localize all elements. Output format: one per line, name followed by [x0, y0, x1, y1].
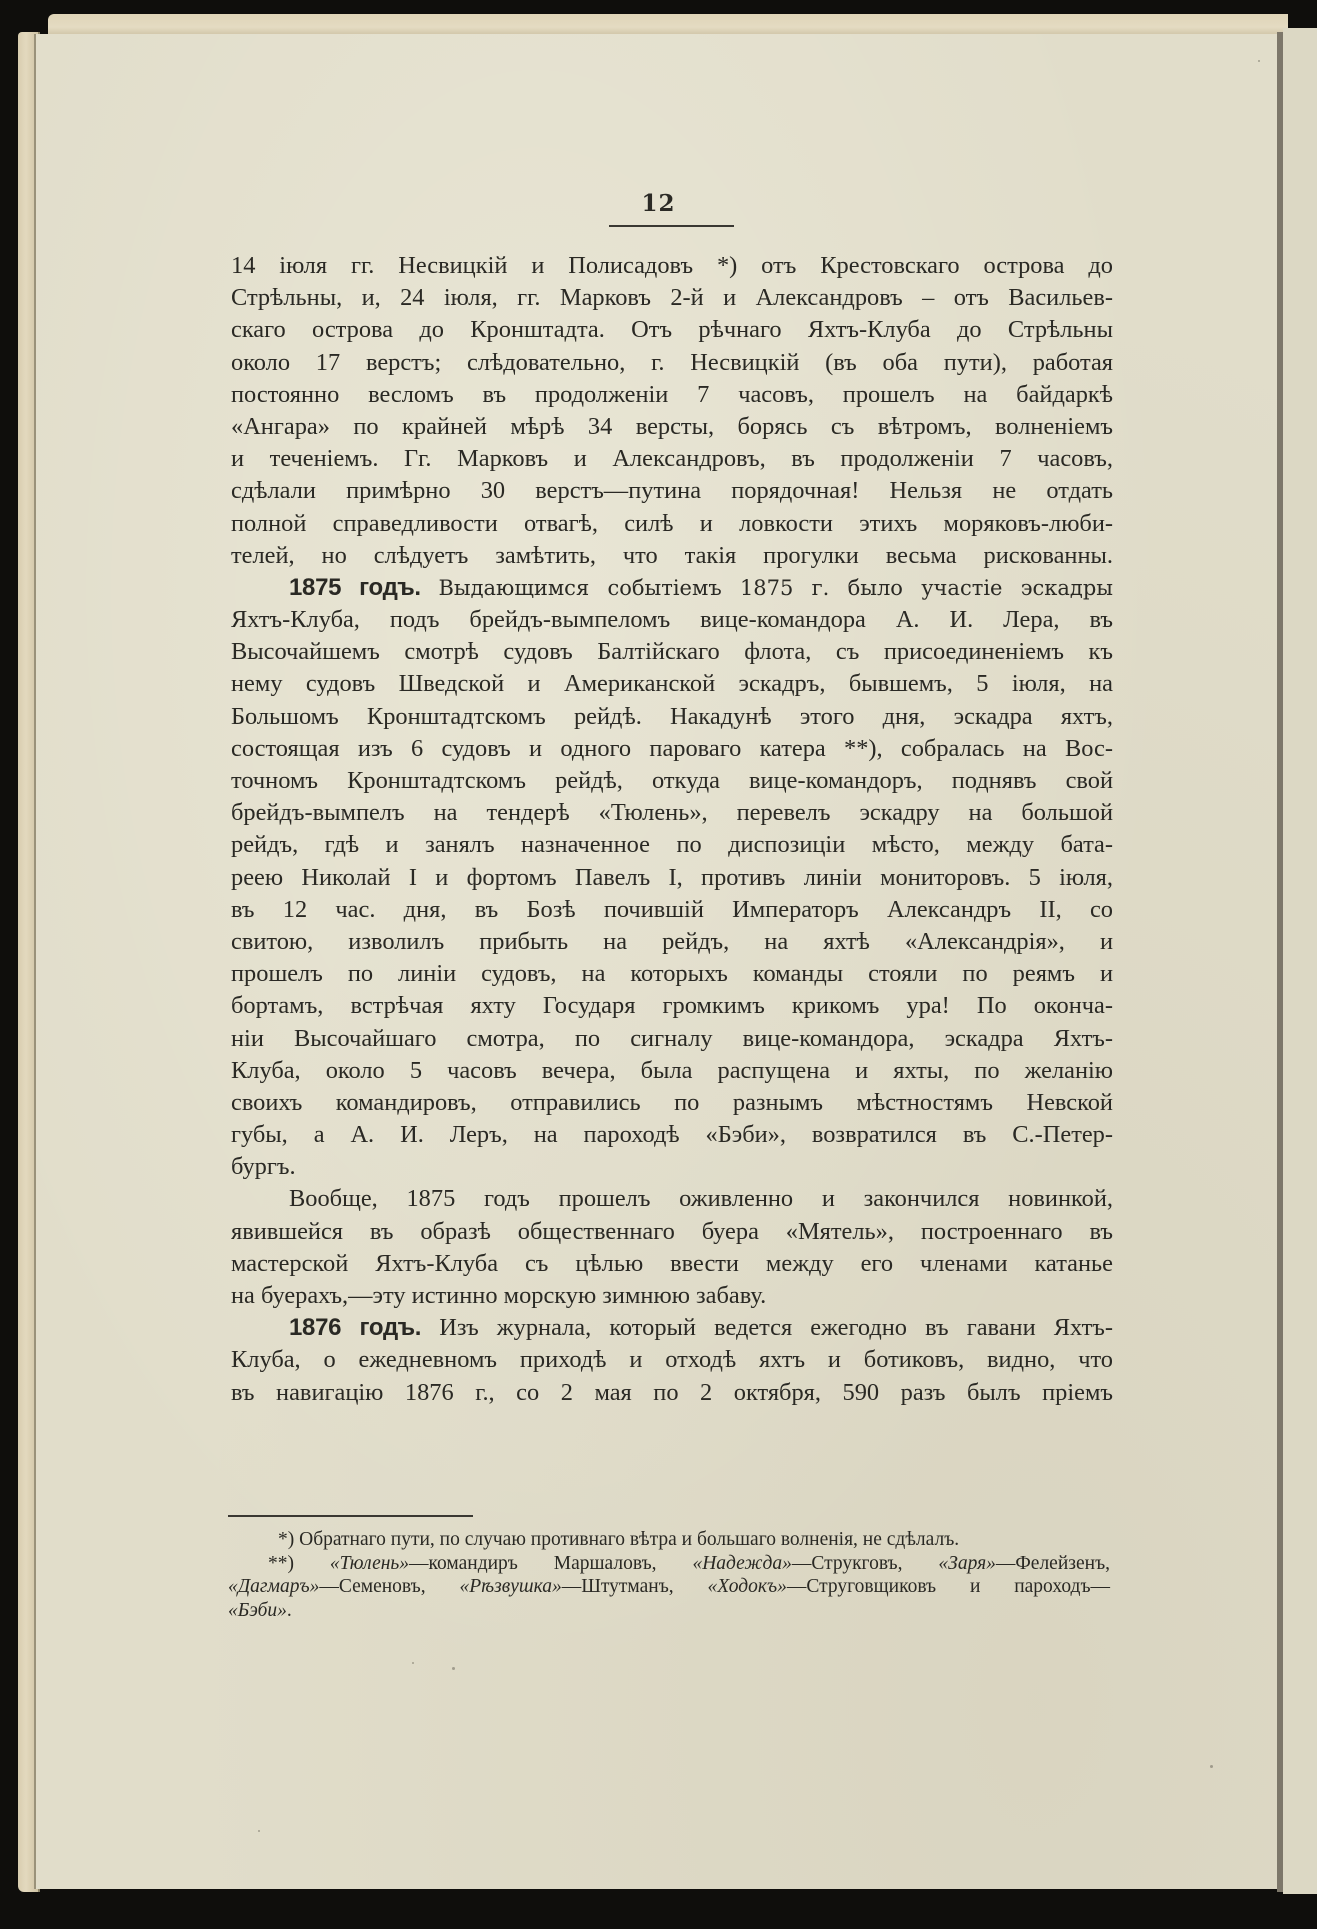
page-number: 12	[641, 190, 676, 217]
footnote-2-line-2	[228, 1575, 1110, 1599]
text-line: точномъ Кронштадтскомъ рейдѣ, откуда вице-командоръ, поднявъ свой	[231, 767, 1113, 794]
paper-speck	[412, 1662, 414, 1664]
text-line	[231, 572, 1113, 604]
text-line: брейдъ-вымпелъ на тендерѣ «Тюлень», перевелъ эскадру на большой	[231, 799, 1113, 827]
ship-name: «Заря»	[938, 1552, 996, 1574]
ship-name: «Ходокъ»	[707, 1576, 787, 1597]
paper-speck	[452, 1667, 455, 1670]
text-line: въ навигацію 1876 г., со 2 мая по 2 октября, 590 разъ былъ пріемъ	[231, 1378, 1113, 1406]
text-line: Вообще, 1875 годъ прошелъ оживленно и закончился новинкой,	[289, 1185, 1113, 1213]
text-line: около 17 верстъ; слѣдовательно, г. Несвицкій (въ оба пути), работая	[231, 348, 1113, 376]
text-line: и теченіемъ. Гг. Марковъ и Александровъ, въ продолженіи 7 часовъ,	[231, 445, 1113, 473]
text-line: рейдъ, гдѣ и занялъ назначенное по диспозиціи мѣсто, между бата-	[231, 831, 1113, 859]
text-line: Большомъ Кронштадтскомъ рейдѣ. Накадунѣ этого дня, эскадра яхтъ,	[231, 702, 1113, 730]
year-heading-1875: 1875 годъ.	[289, 573, 421, 601]
page-header	[0, 190, 1317, 217]
text-line: на буерахъ,—эту истинно морскую зимнюю забаву.	[231, 1282, 767, 1309]
text-line: полной справедливости отвагѣ, силѣ и ловкости этихъ моряковъ-люби-	[231, 509, 1113, 537]
text-line: прошелъ по линіи судовъ, на которыхъ команды стояли по реямъ и	[231, 960, 1113, 988]
text-line: бортамъ, встрѣчая яхту Государя громкимъ крикомъ ура! По оконча-	[231, 992, 1113, 1020]
text-run: Выдающимся событіемъ 1875 г. было участіе эскадры	[438, 575, 1113, 600]
text-line: мастерской Яхтъ-Клуба съ цѣлью ввести между его членами катанье	[231, 1249, 1113, 1277]
text-line: нему судовъ Шведской и Американской эскадръ, бывшемъ, 5 іюля, на	[231, 670, 1113, 698]
footnote-marker: **)	[268, 1552, 294, 1574]
text-line: въ 12 час. дня, въ Бозѣ почившій Императоръ Александръ II, со	[231, 895, 1113, 923]
footnotes	[228, 1528, 1110, 1622]
text-line: губы, а А. И. Леръ, на пароходѣ «Бэби», возвратился въ С.-Петер-	[231, 1121, 1113, 1149]
text-line: сдѣлали примѣрно 30 верстъ—путина порядочная! Нельзя не отдать	[231, 477, 1113, 505]
text-run: Изъ журнала, который ведется ежегодно въ гавани Яхтъ-	[439, 1314, 1113, 1342]
paper-speck	[258, 1830, 260, 1832]
text-line: постоянно весломъ въ продолженіи 7 часовъ, прошелъ на байдаркѣ	[231, 380, 1113, 408]
ship-commander: —Штутманъ,	[561, 1576, 674, 1597]
page-number-rule	[609, 225, 734, 227]
footnote-2-line-1	[228, 1552, 1110, 1576]
text-line: состоящая изъ 6 судовъ и одного пароваго катера **), собралась на Вос-	[231, 734, 1113, 762]
page-gutter	[1277, 32, 1283, 1892]
text-line: скаго острова до Кронштадта. Отъ рѣчнаго Яхтъ-Клуба до Стрѣльны	[231, 316, 1113, 344]
text-line: Клуба, о ежедневномъ приходѣ и отходѣ яхтъ и ботиковъ, видно, что	[231, 1346, 1113, 1374]
text-line: явившейся въ образѣ общественнаго буера «Мятель», построеннаго въ	[231, 1217, 1113, 1245]
footnote-1: *) Обратнаго пути, по случаю противнаго вѣтра и большаго волненія, не сдѣлалъ.	[278, 1529, 960, 1550]
text-line: Яхтъ-Клуба, подъ брейдъ-вымпеломъ вице-командора А. И. Лера, въ	[231, 606, 1113, 634]
text-line: ніи Высочайшаго смотра, по сигналу вице-командора, эскадра Яхтъ-	[231, 1024, 1113, 1052]
ship-commander: —Фелейзенъ,	[995, 1552, 1111, 1574]
main-text	[231, 250, 1113, 1409]
text-line: Высочайшемъ смотрѣ судовъ Балтійскаго флота, съ присоединеніемъ къ	[231, 638, 1113, 666]
paper-speck	[1258, 60, 1260, 62]
ship-commander: .	[286, 1599, 292, 1621]
text-line: бургъ.	[231, 1153, 296, 1181]
paragraph-1876	[231, 1312, 1113, 1409]
ship-commander: —Струговщиковъ и пароходъ—	[786, 1576, 1111, 1597]
paper-speck	[1210, 1765, 1213, 1768]
ship-commander: —Струкговъ,	[791, 1552, 903, 1574]
paragraph-1875	[231, 572, 1113, 1184]
ship-name: «Бэби»	[228, 1599, 287, 1621]
year-heading-1876: 1876 годъ.	[289, 1314, 422, 1342]
text-line: свитою, изволилъ прибыть на рейдъ, на яхтѣ «Александрія», и	[231, 927, 1113, 955]
ship-name: «Надежда»	[692, 1552, 792, 1574]
text-line: телей, но слѣдуетъ замѣтить, что такія прогулки весьма рискованны.	[231, 541, 1113, 569]
text-line: Стрѣльны, и, 24 іюля, гг. Марковъ 2-й и Александровъ – отъ Васильев-	[231, 284, 1113, 312]
text-line: «Ангара» по крайней мѣрѣ 34 версты, борясь съ вѣтромъ, волненіемъ	[231, 412, 1113, 440]
ship-commander: —Семеновъ,	[319, 1576, 426, 1597]
text-line: Клуба, около 5 часовъ вечера, была распущена и яхты, по желанію	[231, 1056, 1113, 1084]
text-line	[231, 1312, 1113, 1344]
ship-name: «Тюлень»	[329, 1552, 410, 1574]
next-page-edge	[1283, 28, 1317, 1894]
paragraph-1	[231, 250, 1113, 572]
footnote-2-line-3	[228, 1599, 1110, 1623]
text-line: реею Николай I и фортомъ Павелъ I, противъ линіи мониторовъ. 5 іюля,	[231, 863, 1113, 891]
ship-name: «Рѣзвушка»	[459, 1576, 562, 1597]
text-line: своихъ командировъ, отправились по разнымъ мѣстностямъ Невской	[231, 1088, 1113, 1116]
ship-commander: —командиръ Маршаловъ,	[409, 1552, 657, 1574]
paragraph-buer	[231, 1183, 1113, 1312]
ship-name: «Дагмаръ»	[228, 1576, 320, 1597]
text-line: 14 іюля гг. Несвицкій и Полисадовъ *) отъ Крестовскаго острова до	[231, 252, 1113, 279]
footnote-rule	[228, 1515, 473, 1517]
